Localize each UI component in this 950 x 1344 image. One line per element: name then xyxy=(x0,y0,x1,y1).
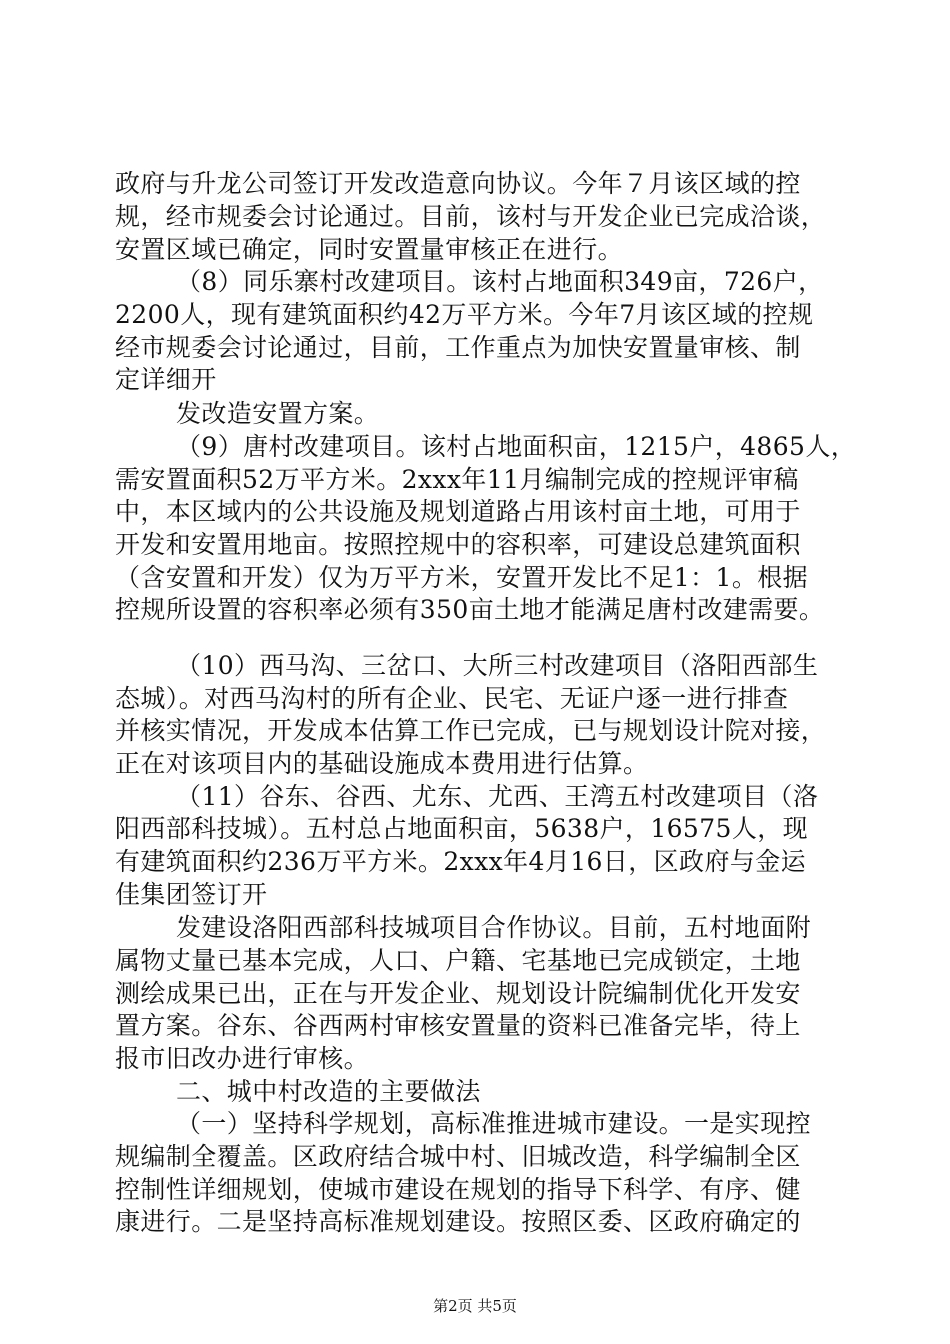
text-line: 规，经市规委会讨论通过。目前，该村与开发企业已完成洽谈， xyxy=(115,202,827,231)
text-line: 正在对该项目内的基础设施成本费用进行估算。 xyxy=(115,749,649,778)
text-line: 阳西部科技城）。五村总占地面积亩，5638户，16575人，现 xyxy=(115,814,809,843)
text-line: （一）坚持科学规划，高标准推进城市建设。一是实现控 xyxy=(176,1109,812,1138)
text-line: 控制性详细规划，使城市建设在规划的指导下科学、有序、健 xyxy=(115,1175,801,1204)
text-line: 安置区域已确定，同时安置量审核正在进行。 xyxy=(115,235,624,264)
text-line: 2200人，现有建筑面积约42万平方米。今年7月该区域的控规 xyxy=(115,300,814,329)
text-line: 需安置面积52万平方米。2xxx年11月编制完成的控规评审稿 xyxy=(115,465,799,494)
text-line: （11）谷东、谷西、尤东、尤西、王湾五村改建项目（洛 xyxy=(176,782,819,811)
text-line: 经市规委会讨论通过，目前，工作重点为加快安置量审核、制 xyxy=(115,333,801,362)
text-line: 政府与升龙公司签订开发改造意向协议。今年７月该区域的控 xyxy=(115,169,801,198)
text-line: 发建设洛阳西部科技城项目合作协议。目前，五村地面附 xyxy=(176,913,812,942)
text-line: （8）同乐寨村改建项目。该村占地面积349亩，726户， xyxy=(176,267,824,296)
page-number-footer: 第2页 共5页 xyxy=(433,1297,517,1315)
text-line: 佳集团签订开 xyxy=(115,880,268,909)
text-line: 开发和安置用地亩。按照控规中的容积率，可建设总建筑面积 xyxy=(115,530,801,559)
text-line: 中，本区域内的公共设施及规划道路占用该村亩土地，可用于 xyxy=(115,497,801,526)
section-heading: 二、城中村改造的主要做法 xyxy=(176,1077,481,1106)
text-line: 发改造安置方案。 xyxy=(176,399,380,428)
text-line: 报市旧改办进行审核。 xyxy=(115,1044,370,1073)
text-line: （10）西马沟、三岔口、大所三村改建项目（洛阳西部生 xyxy=(176,651,819,680)
text-line: 规编制全覆盖。区政府结合城中村、旧城改造，科学编制全区 xyxy=(115,1142,801,1171)
text-line: （含安置和开发）仅为万平方米，安置开发比不足1：1。根据 xyxy=(115,563,809,592)
text-line: 置方案。谷东、谷西两村审核安置量的资料已准备完毕，待上 xyxy=(115,1011,801,1040)
text-line: 有建筑面积约236万平方米。2xxx年4月16日，区政府与金运 xyxy=(115,847,807,876)
text-line: 控规所设置的容积率必须有350亩土地才能满足唐村改建需要。 xyxy=(115,595,825,624)
text-line: 属物丈量已基本完成，人口、户籍、宅基地已完成锁定，土地 xyxy=(115,946,801,975)
text-line: 测绘成果已出，正在与开发企业、规划设计院编制优化开发安 xyxy=(115,979,801,1008)
text-line: 态城）。对西马沟村的所有企业、民宅、无证户逐一进行排查 xyxy=(115,684,789,713)
text-line: 康进行。二是坚持高标准规划建设。按照区委、区政府确定的 xyxy=(115,1207,801,1236)
text-line: 并核实情况，开发成本估算工作已完成，已与规划设计院对接， xyxy=(115,716,827,745)
text-line: 定详细开 xyxy=(115,365,217,394)
text-line: （9）唐村改建项目。该村占地面积亩，1215户，4865人， xyxy=(176,432,857,461)
